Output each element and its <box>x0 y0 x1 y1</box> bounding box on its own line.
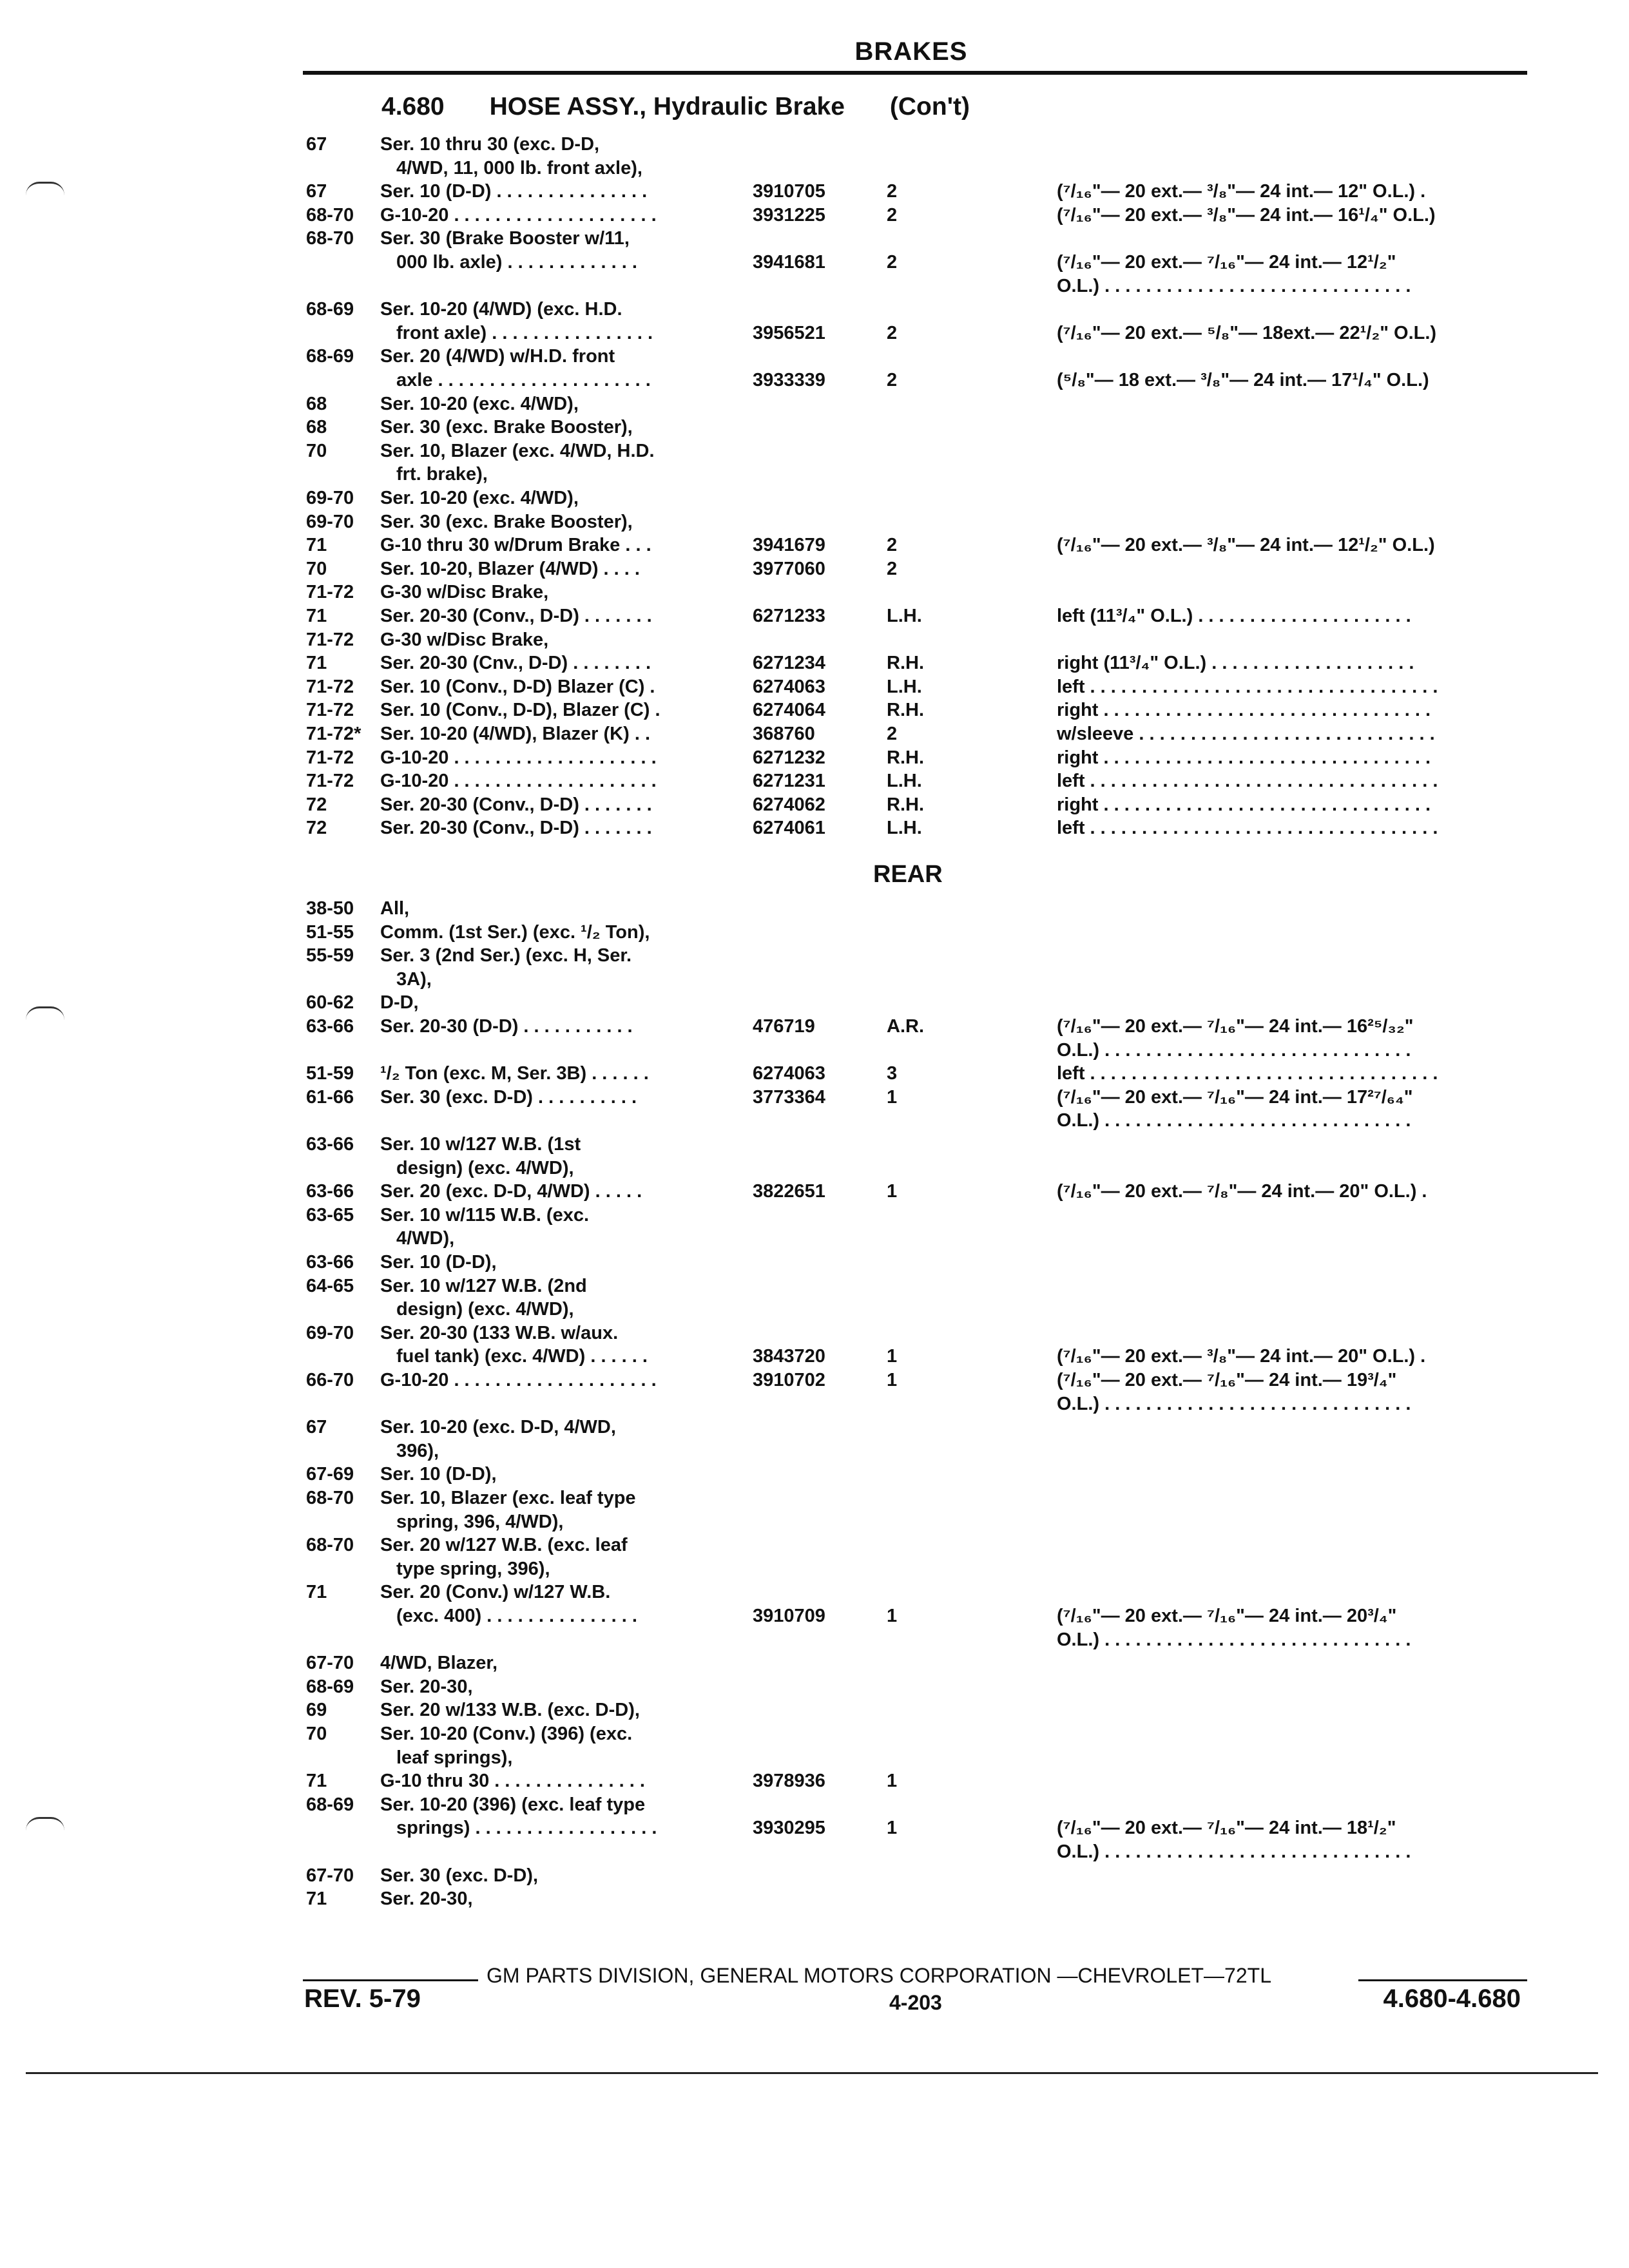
footer-rule-right <box>1358 1979 1527 1981</box>
table-row <box>0 1369 1629 1392</box>
quantity: L.H. <box>887 676 922 697</box>
remarks: w/sleeve . . . . . . . . . . . . . . . . . . . . . . . . . . . . . <box>1057 724 1435 744</box>
table-row <box>0 180 1629 203</box>
table-row <box>0 944 1629 967</box>
model-year: 71 <box>306 535 327 556</box>
part-number: 3941681 <box>753 252 825 273</box>
application-description: Ser. 20 (4/WD) w/H.D. front <box>380 346 615 367</box>
table-row <box>0 1463 1629 1486</box>
part-number: 3977060 <box>753 558 825 579</box>
remarks: (⁷/₁₆"— 20 ext.— ³/₈"— 24 int.— 12¹/₂" O.L.) <box>1057 535 1435 556</box>
model-year: 71-72* <box>306 724 361 744</box>
part-number: 6271233 <box>753 606 825 626</box>
table-row <box>0 157 1629 180</box>
application-description: design) (exc. 4/WD), <box>396 1157 574 1178</box>
table-row <box>0 769 1629 793</box>
table-row <box>0 1321 1629 1345</box>
application-description: Ser. 10 w/115 W.B. (exc. <box>380 1204 590 1225</box>
table-row <box>0 897 1629 920</box>
application-description: G-30 w/Disc Brake, <box>380 582 549 603</box>
part-number: 3941679 <box>753 535 825 556</box>
part-number: 368760 <box>753 724 815 744</box>
table-row <box>0 557 1629 581</box>
table-row <box>0 1298 1629 1321</box>
table-row <box>0 1675 1629 1698</box>
remarks: O.L.) . . . . . . . . . . . . . . . . . . . . . . . . . . . . . . <box>1057 1393 1411 1414</box>
table-row <box>0 345 1629 368</box>
quantity: 2 <box>887 558 898 579</box>
application-description: 3A), <box>396 968 432 990</box>
remarks: (⁷/₁₆"— 20 ext.— ³/₈"— 24 int.— 20" O.L.) . <box>1057 1346 1426 1367</box>
part-number: 476719 <box>753 1016 815 1037</box>
model-year: 71-72 <box>306 771 354 792</box>
table-row <box>0 1157 1629 1180</box>
table-row <box>0 1015 1629 1038</box>
table-row <box>0 1533 1629 1557</box>
model-year: 68-70 <box>306 1535 354 1556</box>
binder-hole-mark <box>26 1006 64 1020</box>
application-description: fuel tank) (exc. 4/WD) . . . . . . <box>396 1346 648 1367</box>
model-year: 63-66 <box>306 1252 354 1273</box>
part-number: 6271231 <box>753 771 825 792</box>
table-row <box>0 991 1629 1014</box>
application-description: Ser. 3 (2nd Ser.) (exc. H, Ser. <box>380 945 632 966</box>
remarks: (⁷/₁₆"— 20 ext.— ⁷/₁₆"— 24 int.— 19³/₄" <box>1057 1370 1397 1390</box>
quantity: 1 <box>887 1346 898 1367</box>
table-row <box>0 1416 1629 1439</box>
model-year: 70 <box>306 440 327 461</box>
table-row <box>0 439 1629 463</box>
table-row <box>0 322 1629 345</box>
quantity: 1 <box>887 1771 898 1792</box>
application-description: Ser. 10-20, Blazer (4/WD) . . . . <box>380 558 640 579</box>
model-year: 51-59 <box>306 1063 354 1084</box>
application-description: Ser. 20-30, <box>380 1888 473 1910</box>
remarks: right . . . . . . . . . . . . . . . . . . . . . . . . . . . . . . . . <box>1057 700 1431 721</box>
table-row <box>0 1274 1629 1298</box>
model-year: 64-65 <box>306 1275 354 1296</box>
rear-heading: REAR <box>873 861 943 888</box>
application-description: Ser. 10-20 (Conv.) (396) (exc. <box>380 1724 633 1744</box>
application-description: Ser. 30 (exc. D-D) . . . . . . . . . . <box>380 1086 637 1108</box>
application-description: Ser. 10 (D-D), <box>380 1252 497 1273</box>
table-row <box>0 274 1629 298</box>
remarks: O.L.) . . . . . . . . . . . . . . . . . . . . . . . . . . . . . . <box>1057 1110 1411 1131</box>
remarks: left . . . . . . . . . . . . . . . . . . . . . . . . . . . . . . . . . . <box>1057 818 1438 839</box>
model-year: 71-72 <box>306 700 354 721</box>
table-row <box>0 1698 1629 1722</box>
application-description: Ser. 10 w/127 W.B. (1st <box>380 1134 581 1155</box>
page-title: BRAKES <box>854 37 968 66</box>
application-description: Ser. 10 (D-D) . . . . . . . . . . . . . . . <box>380 181 648 202</box>
quantity: 1 <box>887 1606 898 1626</box>
table-row <box>0 628 1629 651</box>
application-description: All, <box>380 898 410 919</box>
remarks: left . . . . . . . . . . . . . . . . . . . . . . . . . . . . . . . . . . <box>1057 771 1438 792</box>
application-description: Comm. (1st Ser.) (exc. ¹/₂ Ton), <box>380 921 650 943</box>
quantity: 2 <box>887 252 898 273</box>
table-row <box>0 1204 1629 1227</box>
remarks: (⁷/₁₆"— 20 ext.— ³/₈"— 24 int.— 16¹/₄" O.L.) <box>1057 204 1436 226</box>
table-row <box>0 463 1629 486</box>
application-description: frt. brake), <box>396 464 488 485</box>
footer-group-range: 4.680-4.680 <box>1383 1984 1521 2013</box>
application-description: Ser. 20-30 (Conv., D-D) . . . . . . . <box>380 794 652 815</box>
model-year: 67-70 <box>306 1653 354 1674</box>
model-year: 69-70 <box>306 1322 354 1343</box>
table-row <box>0 1227 1629 1250</box>
table-row <box>0 486 1629 510</box>
model-year: 51-55 <box>306 921 354 943</box>
application-description: Ser. 20 (Conv.) w/127 W.B. <box>380 1582 611 1603</box>
remarks: O.L.) . . . . . . . . . . . . . . . . . . . . . . . . . . . . . . <box>1057 275 1411 296</box>
remarks: O.L.) . . . . . . . . . . . . . . . . . . . . . . . . . . . . . . <box>1057 1841 1411 1862</box>
application-description: Ser. 10 w/127 W.B. (2nd <box>380 1275 587 1296</box>
application-description: Ser. 20 (exc. D-D, 4/WD) . . . . . <box>380 1181 642 1202</box>
table-row <box>0 1816 1629 1840</box>
table-row <box>0 816 1629 840</box>
table-row <box>0 1557 1629 1581</box>
application-description: Ser. 20-30, <box>380 1676 473 1697</box>
table-row <box>0 675 1629 698</box>
model-year: 68-69 <box>306 1676 354 1697</box>
table-row <box>0 1133 1629 1156</box>
remarks: right . . . . . . . . . . . . . . . . . . . . . . . . . . . . . . . . <box>1057 794 1431 815</box>
quantity: L.H. <box>887 771 922 792</box>
remarks: O.L.) . . . . . . . . . . . . . . . . . . . . . . . . . . . . . . <box>1057 1039 1411 1061</box>
table-row <box>0 1109 1629 1132</box>
application-description: G-10-20 . . . . . . . . . . . . . . . . . . . . <box>380 1370 657 1390</box>
table-row <box>0 416 1629 439</box>
model-year: 55-59 <box>306 945 354 966</box>
model-year: 68-69 <box>306 346 354 367</box>
quantity: L.H. <box>887 606 922 626</box>
table-row <box>0 369 1629 392</box>
application-description: Ser. 10-20 (exc. 4/WD), <box>380 393 579 414</box>
application-description: Ser. 10-20 (4/WD), Blazer (K) . . <box>380 724 651 744</box>
table-row <box>0 581 1629 604</box>
table-row <box>0 1086 1629 1109</box>
table-row <box>0 298 1629 321</box>
application-description: Ser. 10-20 (4/WD) (exc. H.D. <box>380 299 622 320</box>
part-number: 6274064 <box>753 700 825 721</box>
model-year: 67-69 <box>306 1464 354 1485</box>
table-row <box>0 1604 1629 1628</box>
model-year: 68-70 <box>306 204 354 226</box>
application-description: G-10 thru 30 . . . . . . . . . . . . . . . <box>380 1771 645 1792</box>
quantity: 2 <box>887 181 898 202</box>
binder-hole-mark <box>26 182 64 195</box>
application-description: springs) . . . . . . . . . . . . . . . . . . <box>396 1818 657 1839</box>
model-year: 63-66 <box>306 1134 354 1155</box>
remarks: (⁵/₈"— 18 ext.— ³/₈"— 24 int.— 17¹/₄" O.L.) <box>1057 370 1429 390</box>
table-row <box>0 1251 1629 1274</box>
quantity: R.H. <box>887 794 924 815</box>
part-number: 3933339 <box>753 370 825 390</box>
quantity: 2 <box>887 370 898 390</box>
table-row <box>0 251 1629 274</box>
part-number: 3956521 <box>753 322 825 343</box>
table-row <box>0 1180 1629 1203</box>
table-row <box>0 1510 1629 1533</box>
group-name: HOSE ASSY., Hydraulic Brake <box>489 93 845 120</box>
application-description: Ser. 20 w/127 W.B. (exc. leaf <box>380 1535 628 1556</box>
model-year: 71 <box>306 1888 327 1910</box>
table-row <box>0 1651 1629 1675</box>
quantity: 2 <box>887 204 898 226</box>
application-description: D-D, <box>380 992 419 1014</box>
application-description: design) (exc. 4/WD), <box>396 1299 574 1320</box>
footer-rule-left <box>303 1979 478 1981</box>
part-number: 3910702 <box>753 1370 825 1390</box>
quantity: 2 <box>887 322 898 343</box>
model-year: 67-70 <box>306 1865 354 1886</box>
model-year: 72 <box>306 794 327 815</box>
table-row <box>0 1793 1629 1816</box>
model-year: 63-66 <box>306 1016 354 1037</box>
application-description: Ser. 10 (Conv., D-D), Blazer (C) . <box>380 700 660 721</box>
table-row <box>0 533 1629 557</box>
model-year: 68-70 <box>306 1488 354 1508</box>
application-description: (exc. 400) . . . . . . . . . . . . . . . <box>396 1606 637 1626</box>
model-year: 69 <box>306 1700 327 1721</box>
table-row <box>0 510 1629 533</box>
application-description: Ser. 30 (exc. Brake Booster), <box>380 511 633 532</box>
model-year: 71-72 <box>306 629 354 650</box>
table-row <box>0 204 1629 227</box>
model-year: 71 <box>306 653 327 674</box>
application-description: Ser. 20-30 (D-D) . . . . . . . . . . . <box>380 1016 633 1037</box>
application-description: G-30 w/Disc Brake, <box>380 629 549 650</box>
remarks: (⁷/₁₆"— 20 ext.— ⁷/₁₆"— 24 int.— 12¹/₂" <box>1057 252 1396 273</box>
part-number: 3843720 <box>753 1346 825 1367</box>
table-row <box>0 1062 1629 1085</box>
part-number: 3978936 <box>753 1771 825 1792</box>
model-year: 71-72 <box>306 582 354 603</box>
application-description: Ser. 30 (exc. Brake Booster), <box>380 417 633 438</box>
section-heading <box>381 93 970 121</box>
table-row <box>0 722 1629 745</box>
model-year: 70 <box>306 558 327 579</box>
remarks: left . . . . . . . . . . . . . . . . . . . . . . . . . . . . . . . . . . <box>1057 676 1438 697</box>
model-year: 68-70 <box>306 228 354 249</box>
remarks: (⁷/₁₆"— 20 ext.— ³/₈"— 24 int.— 12" O.L.) . <box>1057 181 1426 202</box>
table-row <box>0 1864 1629 1887</box>
quantity: 1 <box>887 1818 898 1839</box>
table-row <box>0 1345 1629 1368</box>
application-description: G-10-20 . . . . . . . . . . . . . . . . . . . . <box>380 204 657 226</box>
table-row <box>0 968 1629 991</box>
table-row <box>0 651 1629 675</box>
part-number: 6274062 <box>753 794 825 815</box>
table-row <box>0 698 1629 722</box>
table-row <box>0 1628 1629 1651</box>
application-description: Ser. 20-30 (133 W.B. w/aux. <box>380 1322 619 1343</box>
table-row <box>0 921 1629 944</box>
application-description: Ser. 30 (Brake Booster w/11, <box>380 228 630 249</box>
table-row <box>0 1887 1629 1910</box>
application-description: Ser. 10-20 (396) (exc. leaf type <box>380 1794 646 1815</box>
model-year: 71 <box>306 606 327 626</box>
part-number: 3910709 <box>753 1606 825 1626</box>
continued-label: (Con't) <box>889 93 970 120</box>
table-row <box>0 793 1629 816</box>
model-year: 68-69 <box>306 1794 354 1815</box>
remarks: (⁷/₁₆"— 20 ext.— ⁷/₁₆"— 24 int.— 16²⁵/₃₂" <box>1057 1016 1414 1037</box>
part-number: 3822651 <box>753 1181 825 1202</box>
model-year: 66-70 <box>306 1370 354 1390</box>
model-year: 70 <box>306 1724 327 1744</box>
application-description: 396), <box>396 1440 439 1461</box>
model-year: 69-70 <box>306 511 354 532</box>
footer-revision: REV. 5-79 <box>304 1984 421 2013</box>
quantity: 1 <box>887 1370 898 1390</box>
part-number: 6271232 <box>753 747 825 768</box>
model-year: 71 <box>306 1771 327 1792</box>
remarks: (⁷/₁₆"— 20 ext.— ⁷/₈"— 24 int.— 20" O.L.) . <box>1057 1181 1427 1202</box>
model-year: 69-70 <box>306 488 354 508</box>
table-row <box>0 746 1629 769</box>
quantity: R.H. <box>887 700 924 721</box>
model-year: 68 <box>306 393 327 414</box>
table-row <box>0 1392 1629 1416</box>
application-description: G-10-20 . . . . . . . . . . . . . . . . . . . . <box>380 771 657 792</box>
model-year: 71-72 <box>306 676 354 697</box>
binder-hole-mark <box>26 1817 64 1831</box>
application-description: type spring, 396), <box>396 1558 550 1579</box>
remarks: left . . . . . . . . . . . . . . . . . . . . . . . . . . . . . . . . . . <box>1057 1063 1438 1084</box>
model-year: 60-62 <box>306 992 354 1014</box>
footer-publisher: GM PARTS DIVISION, GENERAL MOTORS CORPORATION —CHEVROLET—72TL <box>487 1964 1271 1987</box>
application-description: Ser. 20-30 (Conv., D-D) . . . . . . . <box>380 818 652 839</box>
table-row <box>0 133 1629 156</box>
quantity: 1 <box>887 1086 898 1108</box>
quantity: A.R. <box>887 1016 924 1037</box>
application-description: front axle) . . . . . . . . . . . . . . . . <box>396 322 653 343</box>
part-number: 6274061 <box>753 818 825 839</box>
application-description: 4/WD), <box>396 1228 455 1249</box>
table-row <box>0 1722 1629 1745</box>
part-number: 6274063 <box>753 1063 825 1084</box>
footer-page-number: 4-203 <box>889 1991 942 2014</box>
remarks: right (11³/₄" O.L.) . . . . . . . . . . . . . . . . . . . . <box>1057 653 1414 674</box>
table-row <box>0 1039 1629 1062</box>
application-description: Ser. 10-20 (exc. 4/WD), <box>380 488 579 508</box>
application-description: Ser. 10, Blazer (exc. 4/WD, H.D. <box>380 440 655 461</box>
table-row <box>0 227 1629 250</box>
part-number: 3910705 <box>753 181 825 202</box>
application-description: ¹/₂ Ton (exc. M, Ser. 3B) . . . . . . <box>380 1063 649 1084</box>
application-description: Ser. 10 (D-D), <box>380 1464 497 1485</box>
model-year: 67 <box>306 134 327 155</box>
application-description: leaf springs), <box>396 1747 513 1768</box>
quantity: 3 <box>887 1063 898 1084</box>
model-year: 63-66 <box>306 1181 354 1202</box>
model-year: 67 <box>306 181 327 202</box>
remarks: right . . . . . . . . . . . . . . . . . . . . . . . . . . . . . . . . <box>1057 747 1431 768</box>
table-row <box>0 604 1629 628</box>
quantity: R.H. <box>887 653 924 674</box>
application-description: 000 lb. axle) . . . . . . . . . . . . . <box>396 252 637 273</box>
quantity: 2 <box>887 535 898 556</box>
quantity: 2 <box>887 724 898 744</box>
remarks: (⁷/₁₆"— 20 ext.— ⁷/₁₆"— 24 int.— 18¹/₂" <box>1057 1818 1396 1839</box>
application-description: Ser. 20 w/133 W.B. (exc. D-D), <box>380 1700 640 1721</box>
header-rule <box>303 71 1527 75</box>
application-description: spring, 396, 4/WD), <box>396 1511 564 1532</box>
remarks: O.L.) . . . . . . . . . . . . . . . . . . . . . . . . . . . . . . <box>1057 1629 1411 1650</box>
model-year: 68-69 <box>306 299 354 320</box>
application-description: 4/WD, Blazer, <box>380 1653 498 1674</box>
application-description: Ser. 20-30 (Cnv., D-D) . . . . . . . . <box>380 653 651 674</box>
model-year: 72 <box>306 818 327 839</box>
application-description: axle . . . . . . . . . . . . . . . . . . . . . <box>396 370 651 390</box>
remarks: (⁷/₁₆"— 20 ext.— ⁵/₈"— 18ext.— 22¹/₂" O.L.) <box>1057 322 1437 343</box>
table-row <box>0 1581 1629 1604</box>
part-number: 6271234 <box>753 653 825 674</box>
model-year: 67 <box>306 1417 327 1438</box>
application-description: Ser. 10 thru 30 (exc. D-D, <box>380 134 600 155</box>
table-row <box>0 392 1629 416</box>
quantity: R.H. <box>887 747 924 768</box>
remarks: left (11³/₄" O.L.) . . . . . . . . . . . . . . . . . . . . . <box>1057 606 1411 626</box>
part-number: 3931225 <box>753 204 825 226</box>
application-description: Ser. 10, Blazer (exc. leaf type <box>380 1488 636 1508</box>
remarks: (⁷/₁₆"— 20 ext.— ⁷/₁₆"— 24 int.— 20³/₄" <box>1057 1606 1397 1626</box>
group-number: 4.680 <box>381 93 445 120</box>
quantity: 1 <box>887 1181 898 1202</box>
model-year: 71 <box>306 1582 327 1603</box>
part-number: 6274063 <box>753 676 825 697</box>
application-description: Ser. 20-30 (Conv., D-D) . . . . . . . <box>380 606 652 626</box>
table-row <box>0 1486 1629 1510</box>
table-row <box>0 1746 1629 1769</box>
application-description: 4/WD, 11, 000 lb. front axle), <box>396 157 642 178</box>
quantity: L.H. <box>887 818 922 839</box>
application-description: Ser. 10 (Conv., D-D) Blazer (C) . <box>380 676 655 697</box>
remarks: (⁷/₁₆"— 20 ext.— ⁷/₁₆"— 24 int.— 17²⁷/₆₄" <box>1057 1086 1413 1108</box>
application-description: G-10-20 . . . . . . . . . . . . . . . . . . . . <box>380 747 657 768</box>
application-description: Ser. 30 (exc. D-D), <box>380 1865 538 1886</box>
table-row <box>0 1439 1629 1463</box>
model-year: 38-50 <box>306 898 354 919</box>
application-description: G-10 thru 30 w/Drum Brake . . . <box>380 535 651 556</box>
model-year: 61-66 <box>306 1086 354 1108</box>
scan-edge-line <box>26 2072 1598 2074</box>
model-year: 68 <box>306 417 327 438</box>
application-description: Ser. 10-20 (exc. D-D, 4/WD, <box>380 1417 616 1438</box>
part-number: 3773364 <box>753 1086 825 1108</box>
part-number: 3930295 <box>753 1818 825 1839</box>
table-row <box>0 1840 1629 1863</box>
model-year: 71-72 <box>306 747 354 768</box>
model-year: 63-65 <box>306 1204 354 1225</box>
table-row <box>0 1769 1629 1792</box>
